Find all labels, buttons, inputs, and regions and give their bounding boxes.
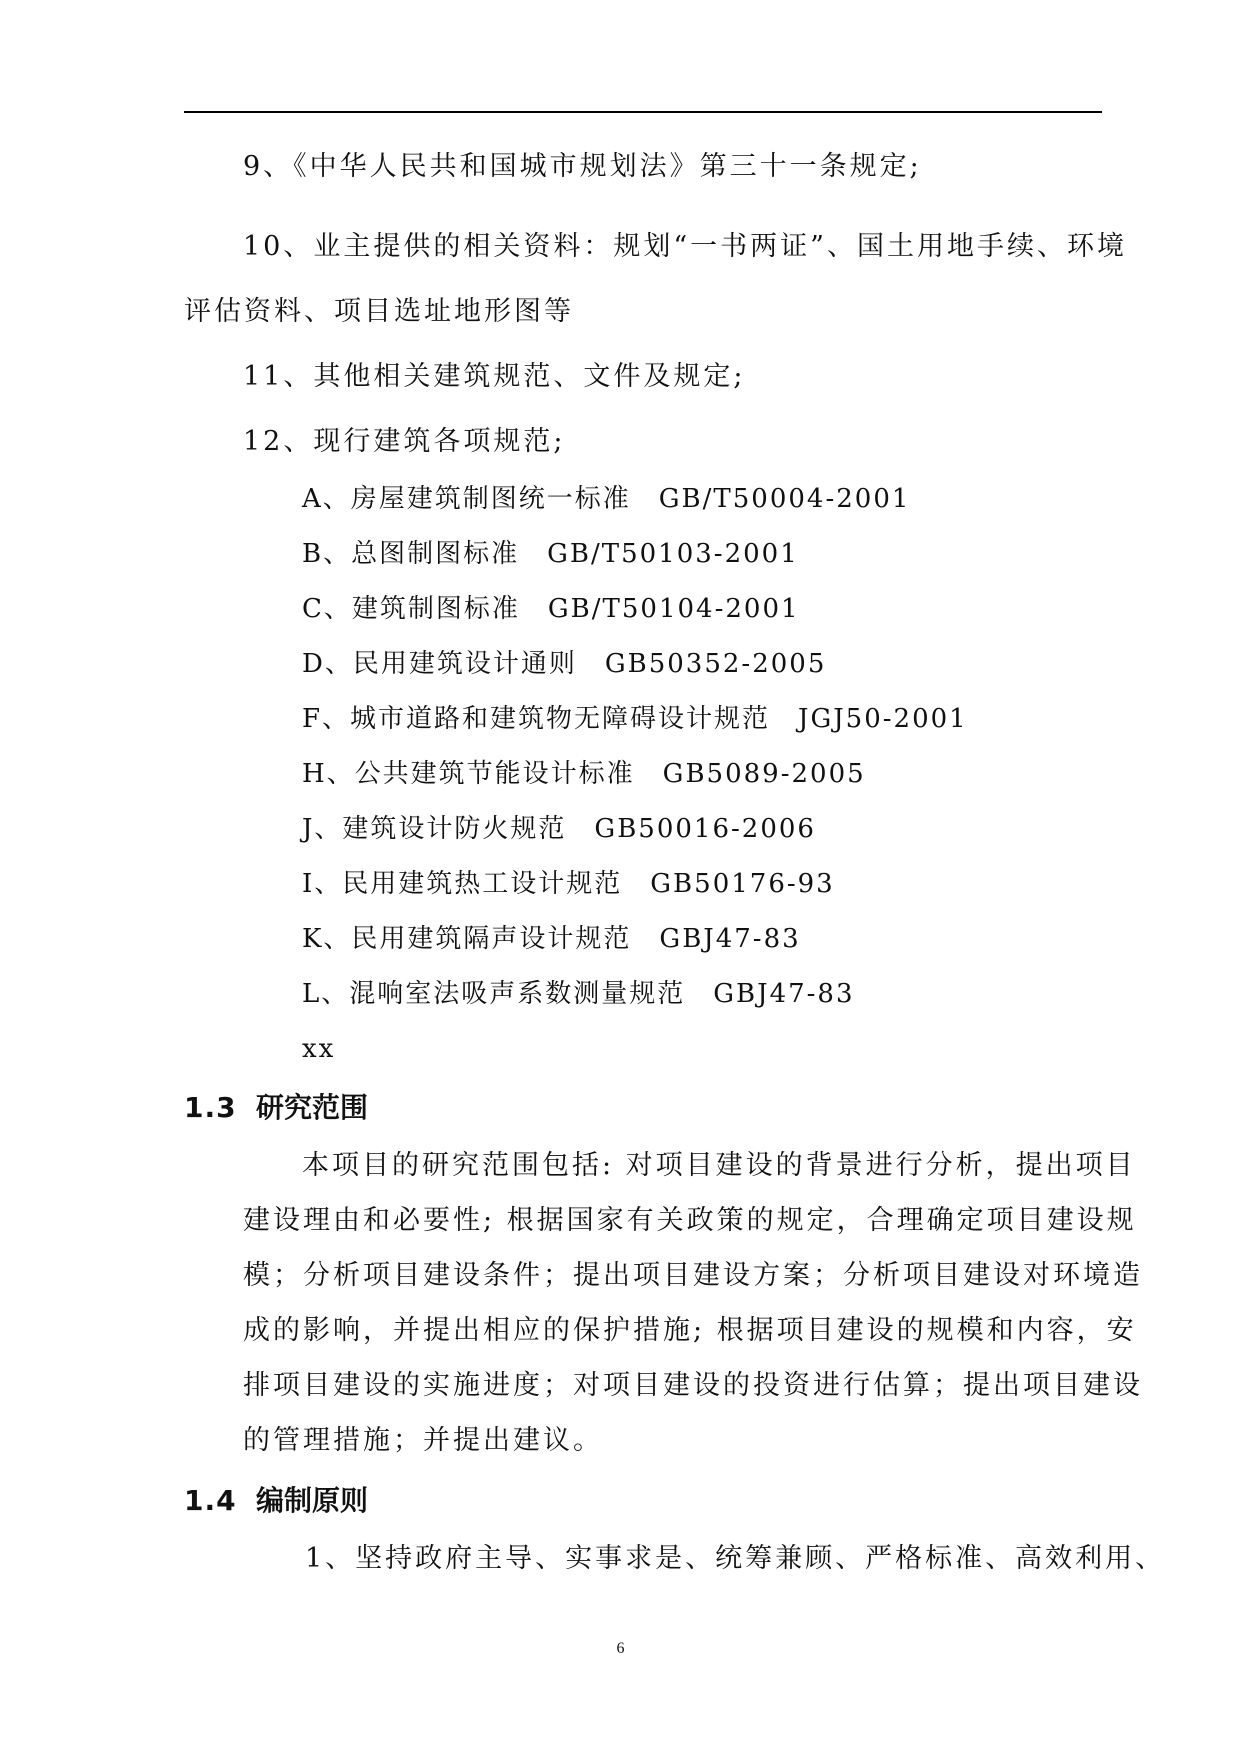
paragraph-line: 1、坚持政府主导、实事求是、统筹兼顾、严格标准、高效利用、 [305,1543,1166,1574]
standard-item: J、建筑设计防火规范 GB50016-2006 [302,814,816,844]
paragraph-line: 成的影响，并提出相应的保护措施; 根据项目建设的规模和内容，安 [243,1315,1137,1346]
paragraph-line: 排项目建设的实施进度；对项目建设的投资进行估算；提出项目建设 [243,1370,1143,1401]
standard-item: A、房屋建筑制图统一标准 GB/T50004-2001 [302,484,911,514]
section-title: 研究范围 [256,1091,369,1124]
standard-item: L、混响室法吸声系数测量规范 GBJ47-83 [302,979,855,1009]
paragraph-line: 建设理由和必要性; 根据国家有关政策的规定，合理确定项目建设规 [243,1205,1137,1236]
section-heading-1-4 [184,1483,368,1519]
paragraph-line: 本项目的研究范围包括: 对项目建设的背景进行分析，提出项目 [302,1150,1136,1181]
paragraph-line: 的管理措施；并提出建议。 [243,1425,603,1456]
standard-item: xx [302,1034,336,1064]
section-number: 1.3 [184,1091,237,1124]
standard-item: I、民用建筑热工设计规范 GB50176-93 [302,869,835,899]
item-10-line-2: 评估资料、项目选址地形图等 [184,296,574,327]
section-heading-1-3 [184,1090,368,1126]
standard-item: H、公共建筑节能设计标准 GB5089-2005 [302,759,866,789]
page-number: 6 [616,1640,625,1657]
standard-item: B、总图制图标准 GB/T50103-2001 [302,539,799,569]
item-11: 11、其他相关建筑规范、文件及规定; [243,361,746,392]
standard-item: F、城市道路和建筑物无障碍设计规范 JGJ50-2001 [302,704,968,734]
item-9: 9、《中华人民共和国城市规划法》第三十一条规定; [243,151,922,182]
item-10-line-1: 10、业主提供的相关资料：规划“一书两证”、国土用地手续、环境 [243,231,1127,262]
section-title: 编制原则 [256,1484,369,1517]
header-rule [184,111,1102,113]
standard-item: D、民用建筑设计通则 GB50352-2005 [302,649,827,679]
standard-item: C、建筑制图标准 GB/T50104-2001 [302,594,800,624]
paragraph-line: 模；分析项目建设条件；提出项目建设方案；分析项目建设对环境造 [243,1260,1143,1291]
section-number: 1.4 [184,1484,237,1517]
standard-item: K、民用建筑隔声设计规范 GBJ47-83 [302,924,801,954]
item-12: 12、现行建筑各项规范; [243,426,566,457]
